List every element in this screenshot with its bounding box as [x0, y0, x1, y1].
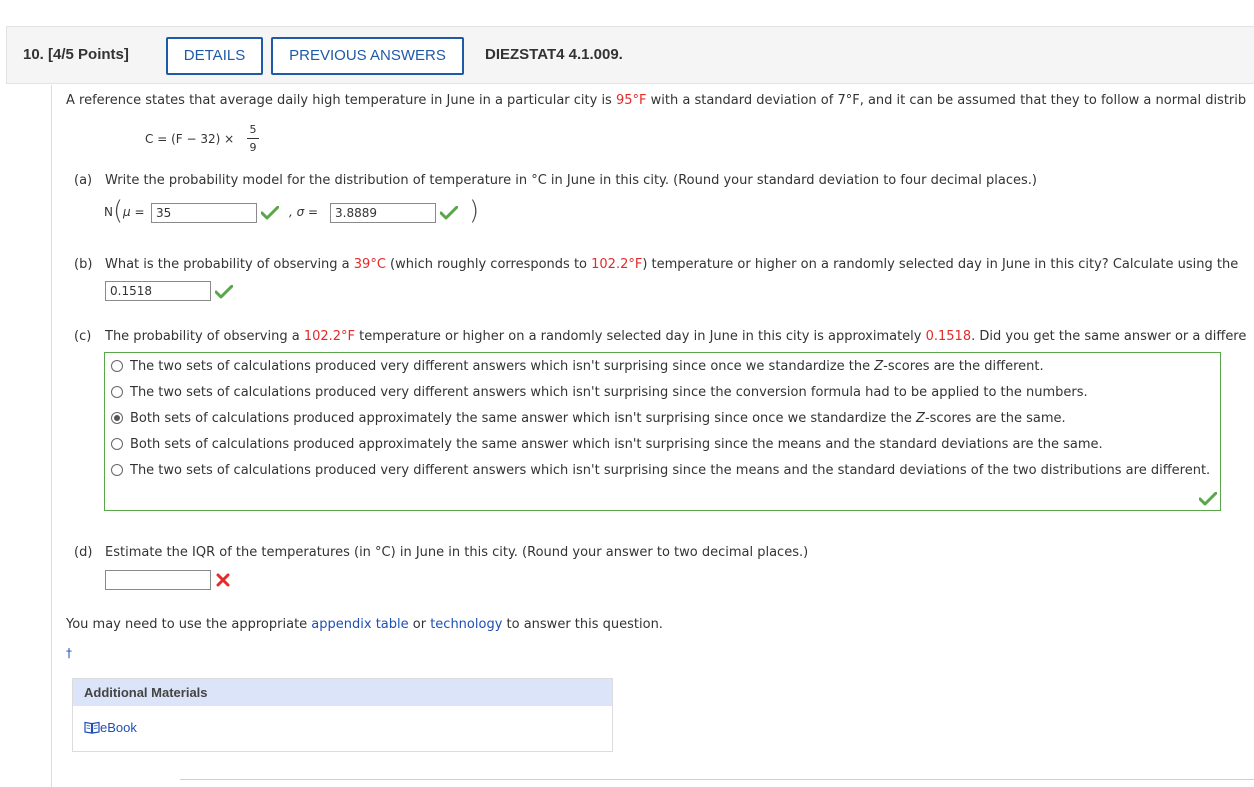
part-c-options [104, 352, 1221, 511]
formula-denominator: 9 [249, 141, 257, 154]
option-1-text-end: -scores are the different. [883, 359, 1044, 374]
part-b-q2: (which roughly corresponds to [385, 257, 592, 272]
option-5-text: The two sets of calculations produced very different answers which isn't surprising since the means and the standard deviations of the two distributions are different. [130, 463, 1211, 478]
option-5[interactable] [111, 463, 1210, 483]
part-a-label: (a) [74, 173, 93, 188]
sigma-label: , σ = [289, 205, 319, 219]
option-1[interactable] [111, 359, 1044, 379]
normal-model-n: N [104, 205, 113, 219]
part-c-fahrenheit-highlight: 102.2°F [303, 329, 356, 344]
technology-link[interactable]: technology [430, 617, 503, 632]
part-c-probability-highlight: 0.1518 [925, 329, 972, 344]
additional-materials-title: Additional Materials [73, 679, 612, 706]
x-icon [216, 573, 230, 587]
bottom-divider [180, 779, 1254, 780]
help-text-1: You may need to use the appropriate [66, 617, 312, 632]
details-button[interactable]: DETAILS [166, 37, 263, 75]
radio-button[interactable] [111, 360, 123, 372]
help-note [66, 617, 663, 632]
part-b-celsius-highlight: 39°C [353, 257, 386, 272]
check-icon [261, 206, 279, 220]
option-3-text: Both sets of calculations produced approximately the same answer which isn't surprising since once we standardize the [130, 411, 917, 426]
radio-button[interactable] [111, 464, 123, 476]
option-3-text-end: -scores are the same. [924, 411, 1066, 426]
check-icon [1199, 492, 1217, 506]
help-text-3: to answer this question. [502, 617, 663, 632]
part-b-label: (b) [74, 257, 93, 272]
part-b-fahrenheit-highlight: 102.2°F [591, 257, 643, 272]
problem-code: DIEZSTAT4 4.1.009. [485, 46, 623, 63]
part-c-label: (c) [74, 329, 92, 344]
part-b-input[interactable]: 0.1518 [105, 281, 211, 301]
part-a-question: Write the probability model for the distribution of temperature in °C in June in this city. (Round your standard deviation to four decimal places.) [105, 173, 1037, 188]
part-c-question [105, 329, 1246, 344]
part-b-q1: What is the probability of observing a [105, 257, 354, 272]
check-icon [440, 206, 458, 220]
intro-part-2: with a standard deviation of 7°F, and it can be assumed that they to follow a normal distrib [646, 93, 1247, 108]
radio-button[interactable] [111, 386, 123, 398]
part-b-question [105, 257, 1238, 272]
question-header [6, 26, 1254, 84]
formula-numerator: 5 [249, 123, 257, 136]
part-c-q1: The probability of observing a [105, 329, 304, 344]
option-4-text: Both sets of calculations produced approximately the same answer which isn't surprising since the means and the standard deviations are the same. [130, 437, 1103, 452]
check-icon [215, 285, 233, 299]
mu-input[interactable]: 35 [151, 203, 257, 223]
part-b-q3: ) temperature or higher on a randomly selected day in June in this city? Calculate using the [642, 257, 1239, 272]
radio-button-selected[interactable] [111, 412, 123, 424]
sigma-input[interactable]: 3.8889 [330, 203, 436, 223]
book-icon [84, 721, 100, 734]
question-number-text: 10. [23, 46, 44, 63]
option-2-text: The two sets of calculations produced very different answers which isn't surprising since the conversion formula had to be applied to the numbers. [130, 385, 1088, 400]
previous-answers-button[interactable]: PREVIOUS ANSWERS [271, 37, 464, 75]
part-d-label: (d) [74, 545, 93, 560]
additional-materials-panel [72, 678, 613, 752]
appendix-table-link[interactable]: appendix table [311, 617, 409, 632]
part-d-input[interactable] [105, 570, 211, 590]
part-d-question: Estimate the IQR of the temperatures (in °C) in June in this city. (Round your answer to two decimal places.) [105, 545, 809, 560]
open-paren: ( [113, 196, 124, 226]
close-paren: ) [469, 196, 480, 226]
radio-button[interactable] [111, 438, 123, 450]
option-3-z: Z [916, 411, 925, 426]
mu-label: μ = [123, 205, 145, 219]
option-4[interactable] [111, 437, 1103, 457]
ebook-label: eBook [100, 720, 137, 735]
conversion-formula-lhs: C = (F − 32) × [145, 132, 235, 146]
option-2[interactable] [111, 385, 1088, 405]
option-3[interactable] [111, 411, 1066, 431]
intro-part-1: A reference states that average daily high temperature in June in a particular city is [66, 93, 616, 108]
part-c-q3: . Did you get the same answer or a differe [971, 329, 1247, 344]
left-divider [51, 85, 52, 787]
footnote-dagger[interactable]: † [66, 646, 72, 660]
option-1-text: The two sets of calculations produced very different answers which isn't surprising since once we standardize the [130, 359, 875, 374]
question-number [23, 46, 129, 63]
help-text-2: or [408, 617, 431, 632]
formula-fraction-bar [247, 138, 259, 139]
part-c-q2: temperature or higher on a randomly selected day in June in this city is approximately [355, 329, 926, 344]
intro-text [66, 93, 1246, 108]
points-label: [4/5 Points] [48, 46, 129, 63]
ebook-link[interactable] [84, 720, 137, 735]
option-1-z: Z [874, 359, 884, 374]
intro-temp-highlight: 95°F [615, 93, 647, 108]
